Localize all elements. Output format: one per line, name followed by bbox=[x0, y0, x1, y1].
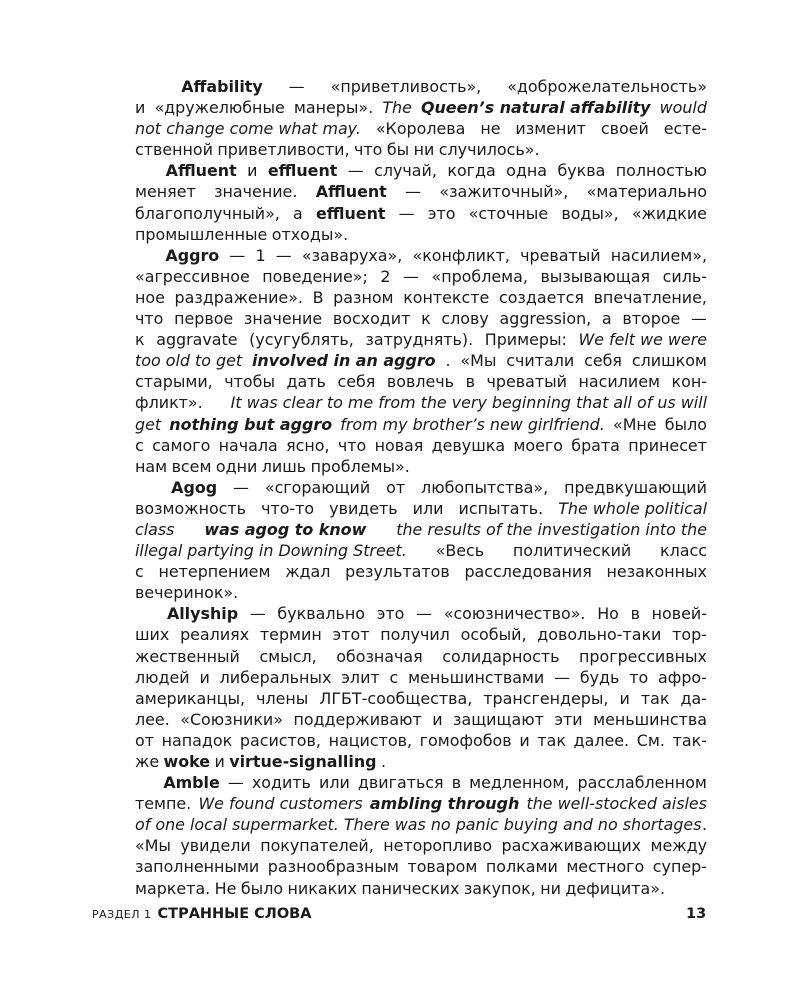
text-word: насилием», bbox=[610, 245, 707, 265]
text-word: в bbox=[630, 604, 640, 624]
text-line bbox=[135, 308, 707, 329]
text-word: — bbox=[405, 182, 422, 202]
text-word: полностью bbox=[615, 161, 707, 181]
text-word: (усугублять, bbox=[249, 330, 354, 350]
text-word: самого bbox=[152, 435, 211, 455]
text-word: своей bbox=[600, 119, 649, 139]
text-word: класс bbox=[660, 541, 707, 561]
text-line bbox=[135, 266, 707, 287]
text-word: — bbox=[227, 773, 244, 793]
text-word: «Мы bbox=[135, 836, 171, 856]
text-word: прогрессивных bbox=[579, 646, 707, 666]
text-word: воды», bbox=[561, 203, 619, 223]
text-word: ambling through bbox=[369, 794, 520, 814]
text-word: солидарность bbox=[442, 646, 560, 666]
text-word: маркета. bbox=[135, 878, 211, 898]
text-word: The whole political bbox=[558, 498, 707, 518]
section-title: СТРАННЫЕ СЛОВА bbox=[157, 906, 312, 922]
text-word: будь bbox=[579, 667, 620, 687]
text-word: к bbox=[421, 309, 431, 329]
text-word: нетерпением bbox=[158, 562, 271, 582]
page-body-text bbox=[135, 76, 707, 899]
text-word: «дружелюбные bbox=[154, 98, 285, 118]
text-line bbox=[135, 181, 707, 202]
text-line bbox=[135, 646, 707, 667]
text-word: — bbox=[416, 604, 432, 624]
page-number: 13 bbox=[686, 906, 707, 922]
text-word: создается bbox=[498, 287, 584, 307]
text-word: восходит bbox=[332, 309, 411, 329]
text-word: от bbox=[135, 730, 154, 750]
text-word: проблемы». bbox=[310, 456, 410, 476]
text-word: то bbox=[629, 667, 649, 687]
text-word: себя bbox=[337, 372, 376, 392]
text-word: возможность bbox=[135, 498, 247, 518]
text-word: woke bbox=[163, 752, 211, 771]
text-word: ясно, bbox=[286, 435, 330, 455]
text-word: кон- bbox=[671, 372, 707, 392]
text-word: ни bbox=[413, 140, 435, 160]
text-line bbox=[135, 603, 707, 624]
text-line bbox=[135, 498, 707, 519]
text-line bbox=[135, 350, 707, 371]
text-word: nothing but aggro bbox=[169, 414, 333, 434]
text-word: aggravate bbox=[156, 330, 238, 350]
text-word: Amble bbox=[163, 773, 220, 793]
text-word: покупателей, bbox=[260, 836, 374, 856]
text-word: «проблема, bbox=[431, 266, 528, 286]
text-word: принесет bbox=[628, 435, 707, 455]
text-word: — bbox=[691, 309, 707, 329]
text-word: манеры». bbox=[293, 98, 374, 118]
text-word: «Союзники» bbox=[180, 709, 283, 729]
text-word: всем bbox=[171, 456, 212, 476]
text-word: фликт». bbox=[135, 393, 203, 413]
text-word: политический bbox=[512, 541, 632, 561]
text-line bbox=[135, 772, 707, 793]
text-word: члены bbox=[256, 688, 309, 708]
text-word: брата bbox=[571, 435, 620, 455]
text-word: aggression, bbox=[499, 309, 592, 329]
text-word: расхаживающих bbox=[501, 836, 642, 856]
text-word: начала bbox=[218, 435, 278, 455]
text-word: — bbox=[403, 266, 419, 286]
text-word: увидели bbox=[180, 836, 251, 856]
text-word: же bbox=[135, 752, 160, 771]
text-word: случай, bbox=[374, 161, 437, 181]
text-word: — bbox=[229, 245, 246, 265]
text-word: первое bbox=[174, 309, 234, 329]
text-word: расистов, bbox=[239, 730, 321, 750]
text-word: заполненными bbox=[135, 857, 260, 877]
text-word: полками bbox=[485, 857, 558, 877]
text-word: чреватый bbox=[486, 372, 567, 392]
text-line bbox=[135, 329, 707, 350]
text-word: новая bbox=[374, 435, 424, 455]
text-word: — bbox=[554, 667, 570, 687]
text-word: We found customers bbox=[198, 794, 363, 814]
text-line bbox=[135, 414, 707, 435]
text-word: дать bbox=[286, 372, 326, 392]
text-word: — bbox=[398, 203, 415, 223]
text-word: было bbox=[240, 878, 284, 898]
text-line bbox=[135, 392, 707, 413]
text-line bbox=[135, 561, 707, 582]
text-word: панических bbox=[361, 878, 460, 898]
text-word: «конфликт, bbox=[412, 245, 510, 265]
text-word: вечеринок». bbox=[135, 583, 239, 603]
text-word: реалиях bbox=[180, 625, 250, 645]
text-word: товаром bbox=[407, 857, 478, 877]
text-word: — bbox=[249, 604, 266, 624]
text-word: особый, bbox=[460, 625, 527, 645]
text-line bbox=[135, 139, 707, 160]
text-word: Примеры: bbox=[484, 330, 567, 350]
text-word: между bbox=[650, 836, 707, 856]
text-word: the well-stocked aisles bbox=[526, 794, 707, 814]
text-word: в bbox=[451, 773, 462, 793]
text-word: темпе. bbox=[135, 794, 192, 814]
text-word: либеральных bbox=[219, 667, 332, 687]
text-word: американцы, bbox=[135, 688, 246, 708]
text-word: «Мы bbox=[460, 351, 497, 371]
text-word: 1 bbox=[255, 245, 266, 265]
text-word: этот bbox=[332, 625, 370, 645]
text-word: а bbox=[293, 203, 303, 223]
text-word: с bbox=[135, 562, 144, 582]
text-word: not change come what may. bbox=[135, 119, 361, 139]
text-word: вовлечь bbox=[386, 372, 455, 392]
text-word bbox=[135, 477, 155, 498]
text-word: get bbox=[135, 414, 162, 434]
text-word: себя bbox=[584, 351, 622, 371]
text-word: получил bbox=[380, 625, 450, 645]
text-word: «заваруха», bbox=[301, 245, 403, 265]
text-word: буквально bbox=[277, 604, 365, 624]
text-word: «сгорающий bbox=[264, 477, 371, 497]
text-word: так bbox=[640, 688, 670, 708]
text-word: и bbox=[619, 688, 630, 708]
text-word: расслабленном bbox=[577, 773, 707, 793]
text-word: меньшинства bbox=[593, 709, 707, 729]
text-word: и bbox=[214, 752, 225, 771]
text-word: затруднять). bbox=[365, 330, 474, 350]
text-word: ни bbox=[540, 878, 561, 898]
text-word: так- bbox=[672, 730, 707, 750]
text-word: двигаться bbox=[357, 773, 444, 793]
text-word: от bbox=[386, 477, 406, 497]
text-word: слову bbox=[441, 309, 489, 329]
text-word: «зажиточный», bbox=[439, 182, 569, 202]
text-word: и bbox=[135, 98, 146, 118]
text-word: — bbox=[288, 77, 305, 96]
text-line bbox=[135, 540, 707, 561]
text-word: «сточные bbox=[468, 203, 549, 223]
text-word: Affluent bbox=[315, 182, 387, 202]
text-word: бы bbox=[386, 140, 410, 160]
text-word: Aggro bbox=[165, 245, 220, 265]
text-word: и bbox=[199, 667, 210, 687]
text-word: class bbox=[135, 519, 175, 539]
text-word: к bbox=[135, 330, 145, 350]
text-word: Не bbox=[214, 878, 237, 898]
text-word: и bbox=[519, 730, 530, 750]
text-word: illegal partying in Downing Street. bbox=[135, 541, 407, 561]
text-word: старыми, bbox=[135, 372, 213, 392]
text-word: увидеть bbox=[329, 498, 398, 518]
text-word: с bbox=[389, 667, 399, 687]
text-word: силь- bbox=[662, 266, 707, 286]
text-word: — bbox=[347, 161, 364, 181]
text-word: чреватый bbox=[520, 245, 601, 265]
text-word: Affluent bbox=[165, 161, 237, 181]
text-word: ходить bbox=[251, 773, 311, 793]
text-word: 2 bbox=[380, 266, 391, 286]
text-word: что-то bbox=[261, 498, 315, 518]
text-line bbox=[135, 667, 707, 688]
text-word: в bbox=[465, 372, 475, 392]
text-word: обозначая bbox=[336, 646, 423, 666]
text-word: of one local supermarket. There was no panic buying and no shortages bbox=[135, 815, 702, 835]
text-word: Affability bbox=[181, 77, 263, 96]
text-word: См. bbox=[636, 730, 665, 750]
text-word: закупок, bbox=[463, 878, 536, 898]
text-word: расследования bbox=[464, 562, 592, 582]
text-line bbox=[135, 814, 707, 835]
text-word: Agog bbox=[171, 477, 218, 497]
text-word: лее. bbox=[135, 709, 170, 729]
text-word: неторопливо bbox=[383, 836, 493, 856]
text-word: ждал bbox=[285, 562, 331, 582]
text-word: нападок bbox=[161, 730, 233, 750]
text-word: «приветливость», bbox=[330, 77, 482, 96]
text-word: это bbox=[376, 604, 405, 624]
text-word: буква bbox=[557, 161, 606, 181]
text-word: — bbox=[275, 245, 292, 265]
text-word: involved in an aggro bbox=[251, 351, 436, 371]
text-word: значение. bbox=[214, 182, 298, 202]
text-word: и bbox=[432, 709, 443, 729]
text-word: контексте bbox=[403, 287, 490, 307]
text-word: the results of the investigation into the bbox=[396, 519, 707, 539]
text-word bbox=[135, 772, 155, 793]
text-line bbox=[135, 224, 707, 245]
text-line bbox=[135, 97, 707, 118]
text-word: новей- bbox=[651, 604, 707, 624]
text-word: значение bbox=[243, 309, 323, 329]
text-line bbox=[135, 477, 707, 498]
text-word: «союзничество». bbox=[443, 604, 586, 624]
text-line bbox=[135, 435, 707, 456]
text-word: отходы». bbox=[271, 224, 349, 244]
text-word: любопытства», bbox=[421, 477, 549, 497]
text-word: поддерживают bbox=[293, 709, 422, 729]
text-line bbox=[135, 76, 707, 97]
text-word: дефицита». bbox=[565, 878, 665, 898]
text-line bbox=[135, 624, 707, 645]
text-word: «Королева bbox=[375, 119, 466, 139]
text-word: «Весь bbox=[435, 541, 485, 561]
text-word: «доброжелательность» bbox=[507, 77, 707, 96]
text-word: эти bbox=[554, 709, 583, 729]
text-word: It was clear to me from the very beginning that all of us will bbox=[230, 393, 707, 413]
text-word: афро- bbox=[658, 667, 707, 687]
text-word: впечатление, bbox=[593, 287, 707, 307]
text-word: would bbox=[659, 98, 707, 118]
text-word bbox=[135, 160, 155, 181]
text-word: В bbox=[312, 287, 324, 307]
text-word: с bbox=[135, 435, 144, 455]
running-footer bbox=[92, 905, 311, 924]
text-word: не bbox=[480, 119, 501, 139]
text-word: нам bbox=[135, 456, 168, 476]
text-word: промышленные bbox=[135, 224, 268, 244]
text-word: трансгендеры, bbox=[483, 688, 609, 708]
text-word: effluent bbox=[315, 203, 386, 223]
text-word bbox=[135, 76, 155, 97]
text-word: изменит bbox=[515, 119, 586, 139]
text-word: местного bbox=[566, 857, 645, 877]
text-word: незаконных bbox=[606, 562, 707, 582]
text-word: что bbox=[354, 140, 383, 160]
text-word: from my brother’s new girlfriend. bbox=[340, 414, 605, 434]
text-word: жественный bbox=[135, 646, 240, 666]
text-word: нацистов, bbox=[328, 730, 412, 750]
text-word: предвкушающий bbox=[564, 477, 707, 497]
text-word: второе bbox=[622, 309, 681, 329]
text-word: разнообразным bbox=[267, 857, 399, 877]
text-line bbox=[135, 118, 707, 139]
text-word: элит bbox=[341, 667, 380, 687]
text-word: испытать. bbox=[458, 498, 544, 518]
text-word bbox=[135, 603, 155, 624]
text-word: меньшинствами bbox=[408, 667, 545, 687]
text-line bbox=[135, 793, 707, 814]
text-word: да- bbox=[680, 688, 707, 708]
text-word: virtue-signalling bbox=[229, 752, 377, 771]
section-label: РАЗДЕЛ 1 bbox=[92, 908, 152, 921]
text-word: что bbox=[337, 435, 367, 455]
text-line bbox=[135, 160, 707, 181]
text-word: когда bbox=[447, 161, 496, 181]
text-word: никаких bbox=[287, 878, 357, 898]
text-word: моего bbox=[513, 435, 563, 455]
text-line bbox=[135, 371, 707, 392]
text-word: . bbox=[380, 752, 387, 771]
text-word: случилось». bbox=[438, 140, 540, 160]
text-word: так bbox=[537, 730, 566, 750]
text-word: раздражение». bbox=[174, 287, 303, 307]
text-word: супер- bbox=[652, 857, 707, 877]
text-word: одна bbox=[506, 161, 548, 181]
text-word: насилием bbox=[578, 372, 660, 392]
text-line bbox=[135, 688, 707, 709]
text-word: «агрессивное bbox=[135, 266, 250, 286]
text-word bbox=[135, 245, 155, 266]
text-word: «жидкие bbox=[631, 203, 707, 223]
text-word: приветливости, bbox=[217, 140, 350, 160]
text-word: — bbox=[233, 477, 249, 497]
text-word: или bbox=[319, 773, 350, 793]
text-line bbox=[135, 287, 707, 308]
text-line bbox=[135, 519, 707, 540]
text-word: девушка bbox=[431, 435, 506, 455]
text-word: ЛГБТ-сообщества, bbox=[319, 688, 473, 708]
text-word: «Мне bbox=[612, 414, 657, 434]
text-line bbox=[135, 856, 707, 877]
text-word: довольно-таки bbox=[537, 625, 662, 645]
text-word: людей bbox=[135, 667, 190, 687]
text-line bbox=[135, 709, 707, 730]
text-word: The bbox=[382, 98, 412, 118]
text-line bbox=[135, 878, 707, 899]
text-line bbox=[135, 582, 707, 603]
text-word: далее. bbox=[573, 730, 630, 750]
text-word: «материально bbox=[586, 182, 707, 202]
text-line bbox=[135, 245, 707, 266]
text-word: We felt we were bbox=[578, 330, 707, 350]
text-word: ное bbox=[135, 287, 165, 307]
text-word: есте- bbox=[663, 119, 707, 139]
text-word: вызывающая bbox=[540, 266, 651, 286]
text-word: Но bbox=[597, 604, 619, 624]
text-word: . bbox=[445, 351, 451, 371]
text-word: разном bbox=[333, 287, 394, 307]
text-word: одни bbox=[215, 456, 258, 476]
text-word: что bbox=[135, 309, 164, 329]
text-word: ших bbox=[135, 625, 170, 645]
text-word: слишком bbox=[631, 351, 707, 371]
text-word: или bbox=[412, 498, 444, 518]
text-line bbox=[135, 203, 707, 224]
text-word: это bbox=[427, 203, 456, 223]
text-word: Allyship bbox=[166, 604, 239, 624]
text-word: смысл, bbox=[259, 646, 317, 666]
text-word: поведение»; bbox=[262, 266, 368, 286]
text-word: защищают bbox=[453, 709, 544, 729]
text-word: гомофобов bbox=[419, 730, 512, 750]
text-word: термин bbox=[259, 625, 322, 645]
text-word: ственной bbox=[135, 140, 213, 160]
text-word: благополучный», bbox=[135, 203, 280, 223]
text-word: too old to get bbox=[135, 351, 243, 371]
text-line bbox=[135, 835, 707, 856]
text-word: и bbox=[247, 161, 258, 181]
text-word: чтобы bbox=[224, 372, 275, 392]
text-word: считали bbox=[506, 351, 575, 371]
text-line bbox=[135, 751, 707, 772]
text-word: Queen’s natural affability bbox=[420, 98, 651, 118]
text-line bbox=[135, 456, 707, 477]
text-word: медленном, bbox=[469, 773, 570, 793]
text-word: effluent bbox=[267, 161, 338, 181]
text-word: . bbox=[701, 815, 707, 835]
text-word: тор- bbox=[672, 625, 707, 645]
text-word: а bbox=[601, 309, 612, 329]
text-word: лишь bbox=[261, 456, 307, 476]
text-word: результатов bbox=[345, 562, 450, 582]
text-line bbox=[135, 730, 707, 751]
text-word: was agog to know bbox=[204, 519, 367, 539]
text-word: было bbox=[664, 414, 707, 434]
text-word: меняет bbox=[135, 182, 196, 202]
